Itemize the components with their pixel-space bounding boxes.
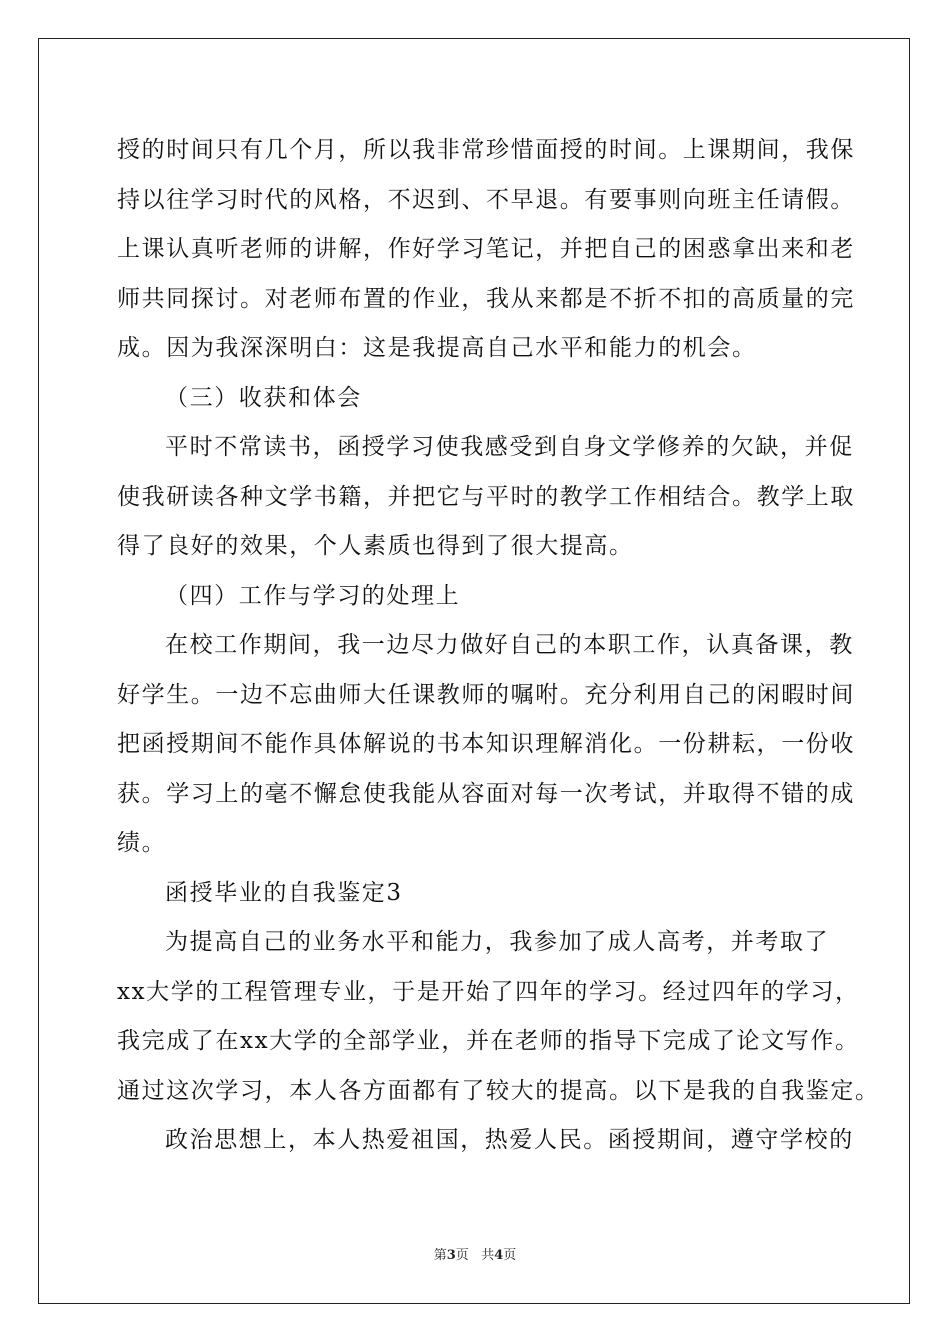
page-footer bbox=[0, 1244, 950, 1263]
document-body bbox=[117, 126, 880, 1166]
text-line: 政治思想上，本人热爱祖国，热爱人民。函授期间，遵守学校的 bbox=[165, 1127, 854, 1153]
text-line: 通过这次学习，本人各方面都有了较大的提高。以下是我的自我鉴定。 bbox=[117, 1077, 880, 1104]
footer-page-prefix: 第 bbox=[433, 1248, 447, 1263]
text-line: 函授毕业的自我鉴定3 bbox=[165, 879, 403, 906]
footer-total-prefix: 共 bbox=[481, 1248, 495, 1263]
text-line: 把函授期间不能作具体解说的书本知识理解消化。一份耕耘，一份收 bbox=[117, 731, 855, 757]
text-line: 我完成了在xx大学的全部学业，并在老师的指导下完成了论文写作。 bbox=[117, 1028, 860, 1054]
text-line: xx大学的工程管理专业，于是开始了四年的学习。经过四年的学习， bbox=[117, 978, 860, 1005]
text-line: （四）工作与学习的处理上 bbox=[165, 582, 461, 609]
text-line: （三）收获和体会 bbox=[165, 384, 362, 411]
footer-total-suffix: 页 bbox=[503, 1248, 517, 1263]
footer-total-pages: 4 bbox=[494, 1248, 504, 1263]
text-line: 得了良好的效果，个人素质也得到了很大提高。 bbox=[117, 533, 634, 559]
text-line: 授的时间只有几个月，所以我非常珍惜面授的时间。上课期间，我保 bbox=[117, 137, 855, 163]
text-line: 在校工作期间，我一边尽力做好自己的本职工作，认真备课，教 bbox=[165, 632, 854, 658]
text-line: 上课认真听老师的讲解，作好学习笔记，并把自己的困惑拿出来和老 bbox=[117, 236, 855, 262]
text-line: 师共同探讨。对老师布置的作业，我从来都是不折不扣的高质量的完 bbox=[117, 285, 855, 312]
text-line: 使我研读各种文学书籍，并把它与平时的教学工作相结合。教学上取 bbox=[117, 483, 855, 510]
text-line: 绩。 bbox=[117, 830, 167, 856]
footer-page-number: 3 bbox=[446, 1248, 456, 1263]
text-line: 获。学习上的毫不懈怠使我能从容面对每一次考试，并取得不错的成 bbox=[117, 780, 855, 807]
footer-page-suffix: 页 bbox=[455, 1248, 469, 1263]
text-line: 好学生。一边不忘曲师大任课教师的嘱咐。充分利用自己的闲暇时间 bbox=[117, 681, 855, 708]
text-line: 为提高自己的业务水平和能力，我参加了成人高考，并考取了 bbox=[165, 929, 830, 955]
text-line: 成。因为我深深明白：这是我提高自己水平和能力的机会。 bbox=[117, 335, 757, 361]
text-line: 持以往学习时代的风格，不迟到、不早退。有要事则向班主任请假。 bbox=[117, 186, 855, 213]
text-line: 平时不常读书，函授学习使我感受到自身文学修养的欠缺，并促 bbox=[165, 434, 854, 460]
